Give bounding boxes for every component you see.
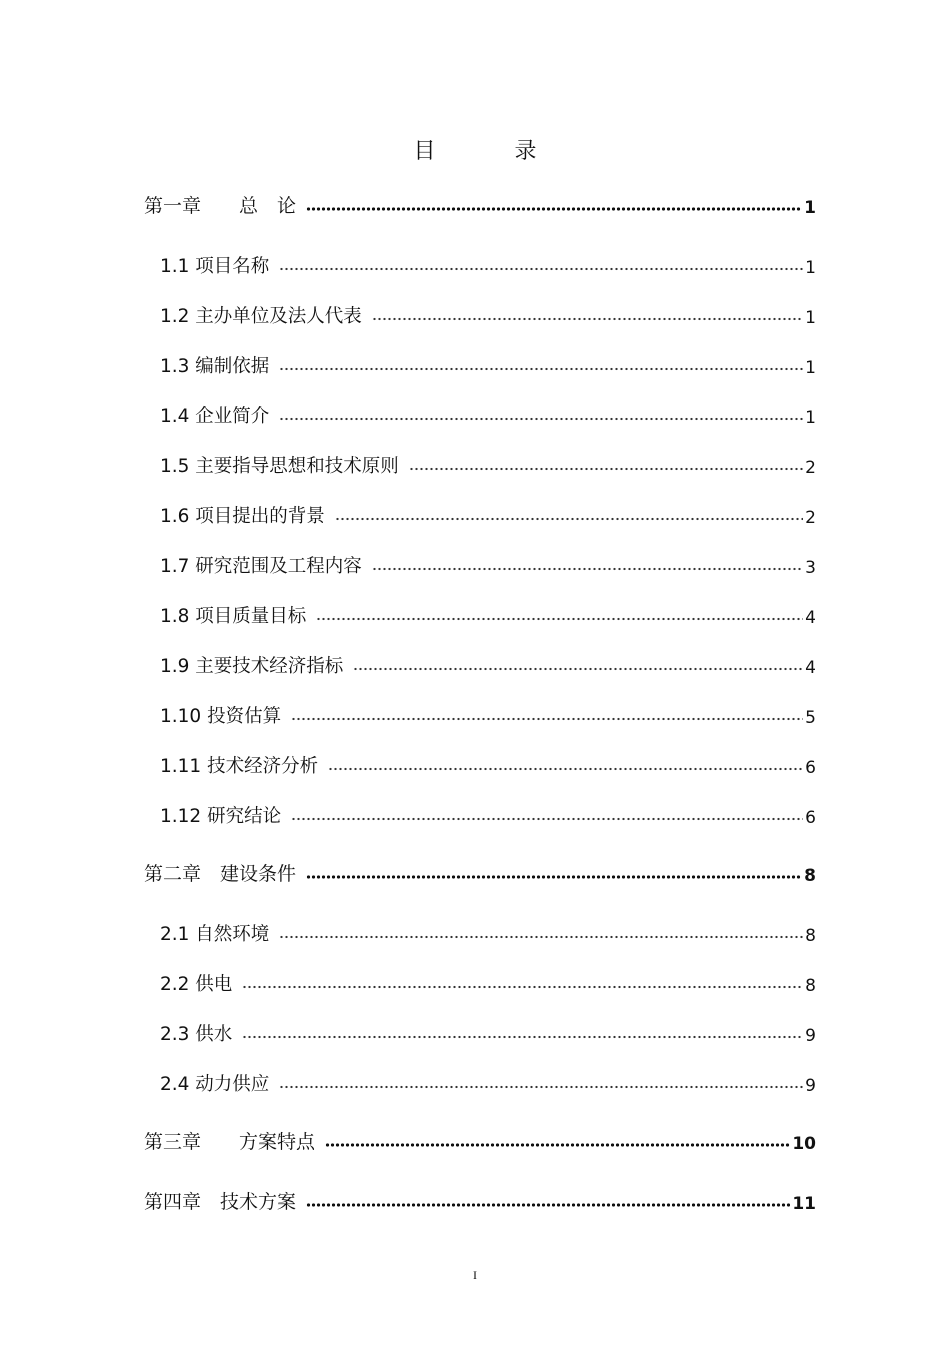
toc-dot-leader <box>242 1034 803 1040</box>
toc-page-number: 1 <box>805 408 816 428</box>
toc-dot-leader <box>306 206 802 212</box>
footer-page-number: I <box>473 1268 477 1282</box>
toc-chapter-entry[interactable] <box>144 188 816 218</box>
toc-page-number: 6 <box>805 758 816 778</box>
toc-page-number: 8 <box>804 866 816 886</box>
toc-page-number: 4 <box>805 608 816 628</box>
toc-dot-leader <box>279 416 803 422</box>
toc-section-entry[interactable] <box>160 966 816 996</box>
toc-section-entry[interactable] <box>160 698 816 728</box>
toc-section-entry[interactable] <box>160 798 816 828</box>
toc-dot-leader <box>328 766 803 772</box>
toc-page-number: 1 <box>805 308 816 328</box>
toc-entry-label: 1.2 主办单位及法人代表 <box>160 306 362 327</box>
toc-dot-leader <box>279 266 803 272</box>
toc-page-number: 9 <box>805 1076 816 1096</box>
toc-page-number: 8 <box>805 976 816 996</box>
toc-dot-leader <box>279 366 803 372</box>
toc-page-number: 4 <box>805 658 816 678</box>
toc-dot-leader <box>279 1084 803 1090</box>
toc-dot-leader <box>306 874 802 880</box>
toc-chapter-entry[interactable] <box>144 856 816 886</box>
toc-page-number: 2 <box>805 458 816 478</box>
toc-dot-leader <box>353 666 803 672</box>
toc-entry-label: 第三章 方案特点 <box>144 1131 316 1153</box>
toc-section-entry[interactable] <box>160 748 816 778</box>
toc-page-number: 10 <box>792 1134 816 1154</box>
toc-page-number: 6 <box>805 808 816 828</box>
toc-section-entry[interactable] <box>160 498 816 528</box>
toc-dot-leader <box>335 516 803 522</box>
toc-section-entry[interactable] <box>160 398 816 428</box>
toc-dot-leader <box>372 316 803 322</box>
toc-page-number: 1 <box>805 358 816 378</box>
toc-entry-label: 2.2 供电 <box>160 974 233 995</box>
toc-section-entry[interactable] <box>160 916 816 946</box>
toc-entry-label: 第一章 总 论 <box>144 195 297 217</box>
toc-section-entry[interactable] <box>160 348 816 378</box>
toc-entry-label: 1.9 主要技术经济指标 <box>160 656 344 677</box>
toc-section-entry[interactable] <box>160 648 816 678</box>
toc-page-number: 5 <box>805 708 816 728</box>
toc-section-entry[interactable] <box>160 248 816 278</box>
toc-dot-leader <box>291 716 803 722</box>
toc-section-entry[interactable] <box>160 1016 816 1046</box>
toc-entry-label: 2.3 供水 <box>160 1024 233 1045</box>
toc-entry-label: 1.6 项目提出的背景 <box>160 506 325 527</box>
toc-entry-label: 2.1 自然环境 <box>160 924 270 945</box>
toc-page-number: 1 <box>804 198 816 218</box>
toc-dot-leader <box>316 616 803 622</box>
toc-dot-leader <box>242 984 803 990</box>
toc-dot-leader <box>279 934 803 940</box>
toc-dot-leader <box>372 566 803 572</box>
toc-dot-leader <box>409 466 803 472</box>
toc-entry-label: 第四章 技术方案 <box>144 1191 297 1213</box>
toc-entry-label: 2.4 动力供应 <box>160 1074 270 1095</box>
toc-entry-label: 1.7 研究范围及工程内容 <box>160 556 362 577</box>
toc-entry-label: 1.4 企业简介 <box>160 406 270 427</box>
toc-entry-label: 1.3 编制依据 <box>160 356 270 377</box>
toc-dot-leader <box>325 1142 790 1148</box>
toc-entry-label: 1.11 技术经济分析 <box>160 756 319 777</box>
toc-title: 目 录 <box>413 139 573 164</box>
toc-page-number: 9 <box>805 1026 816 1046</box>
toc-chapter-entry[interactable] <box>144 1124 816 1154</box>
toc-page-number: 3 <box>805 558 816 578</box>
toc-page-number: 2 <box>805 508 816 528</box>
toc-entry-label: 1.12 研究结论 <box>160 806 282 827</box>
toc-page-number: 1 <box>805 258 816 278</box>
toc-entry-label: 1.5 主要指导思想和技术原则 <box>160 456 399 477</box>
toc-entry-label: 第二章 建设条件 <box>144 863 297 885</box>
toc-section-entry[interactable] <box>160 298 816 328</box>
toc-section-entry[interactable] <box>160 448 816 478</box>
toc-entry-label: 1.1 项目名称 <box>160 256 270 277</box>
toc-dot-leader <box>306 1202 790 1208</box>
toc-chapter-entry[interactable] <box>144 1184 816 1214</box>
toc-page-number: 11 <box>792 1194 816 1214</box>
toc-section-entry[interactable] <box>160 1066 816 1096</box>
toc-page-number: 8 <box>805 926 816 946</box>
toc-section-entry[interactable] <box>160 548 816 578</box>
toc-dot-leader <box>291 816 803 822</box>
toc-section-entry[interactable] <box>160 598 816 628</box>
toc-entry-label: 1.8 项目质量目标 <box>160 606 307 627</box>
toc-entry-label: 1.10 投资估算 <box>160 706 282 727</box>
